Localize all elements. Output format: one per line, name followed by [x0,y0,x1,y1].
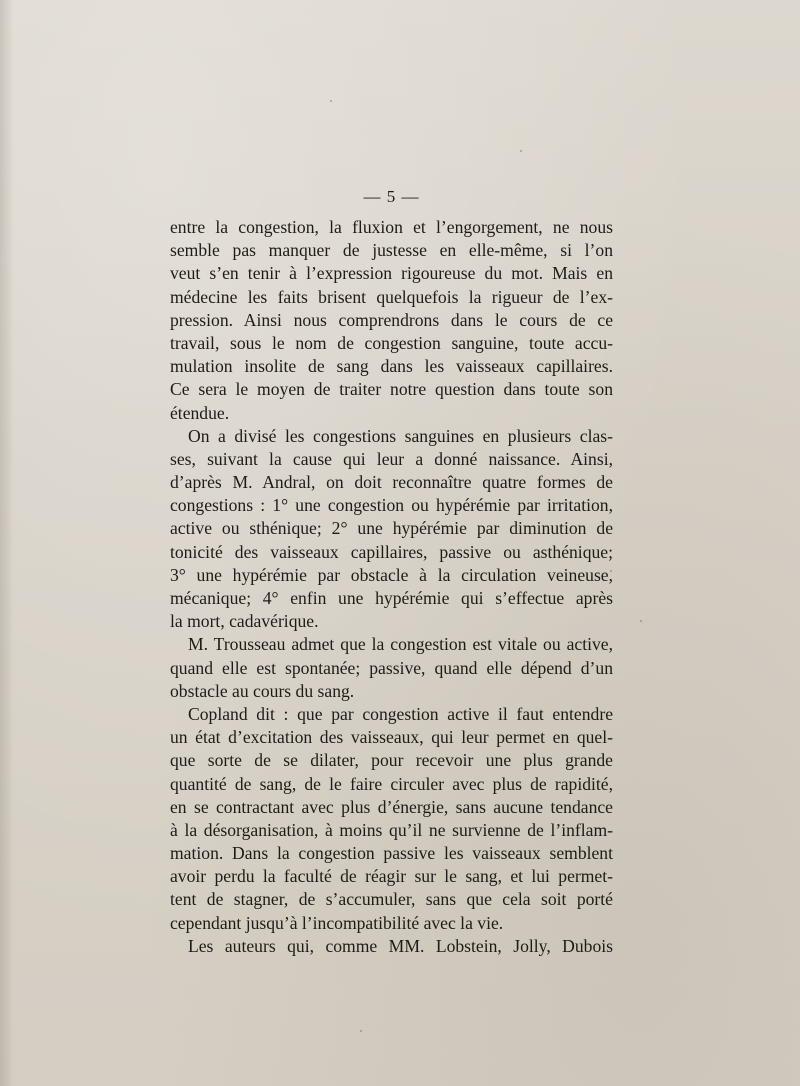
text-line: obstacle au cours du sang. [170,680,355,701]
text-line: avoir perdu la faculté de réagir sur le sang, et lui permet- [170,866,613,887]
text-line: que sorte de se dilater, pour recevoir une plus grande [170,750,613,771]
paper-speck [360,1030,362,1032]
body-text [170,216,613,958]
text-line: On a divisé les congestions sanguines en plusieurs clas- [188,425,613,446]
paper-speck [520,150,522,152]
text-line: d’après M. Andral, on doit reconnaître quatre formes de [170,472,613,493]
text-line: M. Trousseau admet que la congestion est vitale ou active, [188,634,613,655]
text-line: étendue. [170,402,230,423]
text-line: cependant jusqu’à l’incompatibilité avec la vie. [170,912,504,933]
text-line: pression. Ainsi nous comprendrons dans le cours de ce [170,309,613,330]
text-line: active ou sthénique; 2° une hypérémie par diminution de [170,518,613,539]
text-line: un état d’excitation des vaisseaux, qui leur permet en quel- [170,727,613,748]
text-line: Copland dit : que par congestion active il faut entendre [188,703,613,724]
page-number: — 5 — [363,187,420,206]
text-line: quantité de sang, de le faire circuler avec plus de rapidité, [170,773,613,794]
text-line: médecine les faits brisent quelquefois la rigueur de l’ex- [170,286,613,307]
text-line: Les auteurs qui, comme MM. Lobstein, Jolly, Dubois [188,935,613,956]
text-block [170,184,613,958]
text-line: congestions : 1° une congestion ou hypérémie par irritation, [170,495,613,516]
paper-speck [330,100,332,102]
text-line: tent de stagner, de s’accumuler, sans que cela soit porté [170,889,613,910]
text-line: travail, sous le nom de congestion sanguine, toute accu- [170,332,613,353]
text-line: mation. Dans la congestion passive les vaisseaux semblent [170,843,613,864]
text-line: semble pas manquer de justesse en elle-même, si l’on [170,240,613,261]
text-line: en se contractant avec plus d’énergie, sans aucune tendance [170,796,613,817]
text-line: à la désorganisation, à moins qu’il ne survienne de l’inflam- [170,819,613,840]
text-line: la mort, cadavérique. [170,611,319,632]
text-line: 3° une hypérémie par obstacle à la circulation veineuse, [170,564,613,585]
paper-speck [640,620,642,622]
text-line: tonicité des vaisseaux capillaires, passive ou asthénique; [170,541,613,562]
text-line: Ce sera le moyen de traiter notre question dans toute son [170,379,613,400]
text-line: veut s’en tenir à l’expression rigoureuse du mot. Mais en [170,263,613,284]
text-line: mécanique; 4° enfin une hypérémie qui s’effectue après [170,588,613,608]
text-line: quand elle est spontanée; passive, quand elle dépend d’un [170,657,613,678]
text-line: ses, suivant la cause qui leur a donné naissance. Ainsi, [170,448,613,469]
text-line: mulation insolite de sang dans les vaisseaux capillaires. [170,356,613,377]
text-line: entre la congestion, la fluxion et l’engorgement, ne nous [170,217,613,237]
